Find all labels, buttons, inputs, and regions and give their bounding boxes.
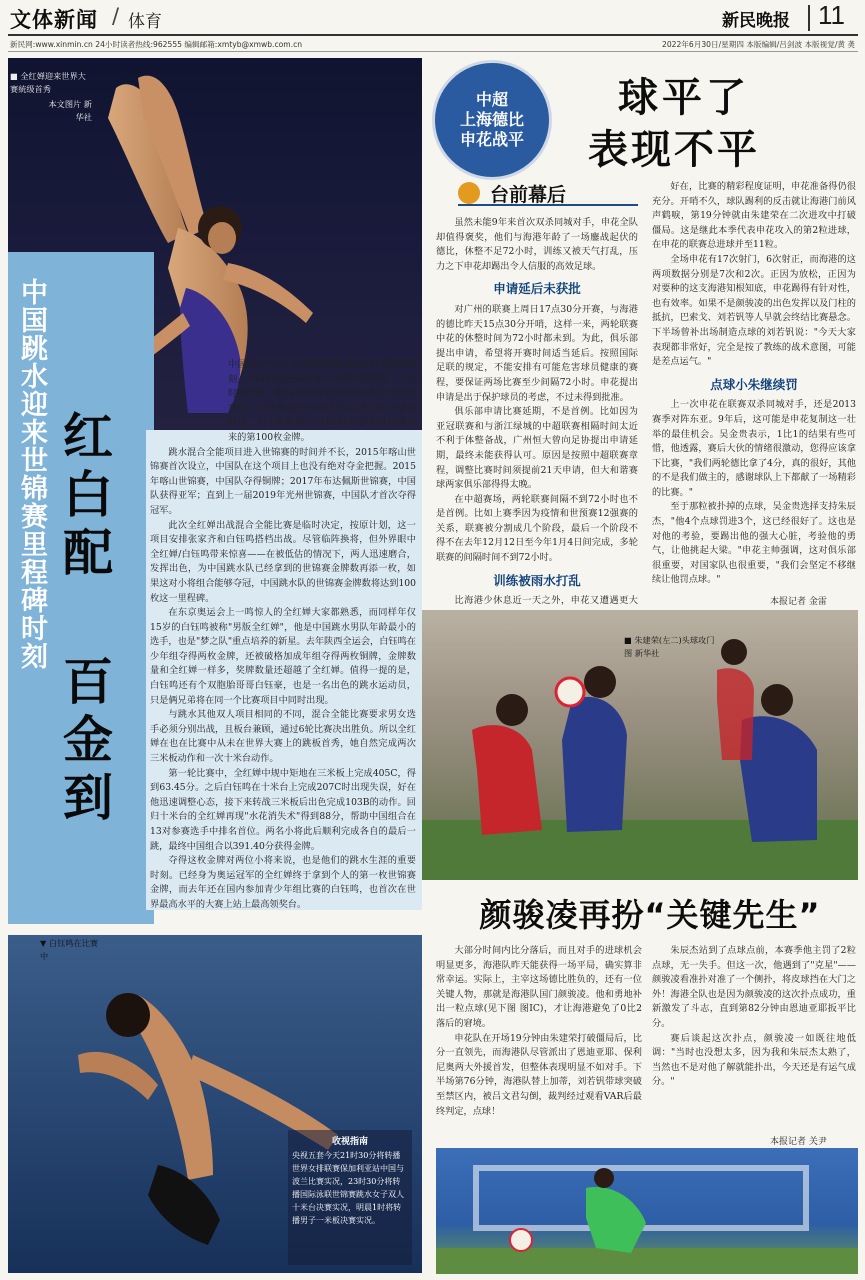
section-slash: /: [112, 4, 120, 28]
diving-paragraph: 与跳水其他双人项目相同的不同，混合全能比赛要求男女选手必须分别出战，且板台兼顾，通过6轮比赛决出胜负。所以全红婵在也在比赛中从未在世界大赛上的跳板首秀，她自然完成两次三米板动作和一次十米台动作。: [150, 709, 416, 765]
football-paragraph: 上一次申花在联赛双杀同城对手，还是2013赛季对阵东亚。9年后，这可能是申花复制这一壮举的最佳机会。吴金贵表示，1比1的结果有些可惜，他透露，赛后大伙的情绪很激动，您得应该拿下比赛，"我们两轮德比拿了4分，真的很好，其他的不是我们做主的，感谢球队上下都献了一场精彩的比赛。": [652, 399, 856, 498]
badge-line-2: 上海德比: [459, 110, 524, 129]
goalkeeper-figure: [436, 1148, 858, 1274]
football-photo-caption: ■ 朱建荣(左二)头球攻门 图 新华社: [624, 635, 715, 658]
subsection-title: 体育: [128, 12, 162, 32]
headline-red-white: 红白配: [55, 410, 114, 584]
football-paragraph: 全场申花有17次射门，6次射正，而海港的这两项数据分别是7次和2次。正因为放松，正因为对要种的这支海港知根知底，申花踢得有针对性，也有效率。如果不是颜骏凌的出色发挥以及门柱的抵抗，巴索戈、刘若钒等人早就会终结比赛悬念。下半场曾补出场制造点球的刘若钒说："今天大家表现都非常好，完全是按了教练的战术意图，可能是差点运气。": [652, 253, 856, 368]
football-byline-1: 本报记者 金雷: [770, 597, 827, 607]
section-tag-label: 台前幕后: [490, 184, 567, 206]
football-column-2: [652, 180, 856, 612]
yan-junling-headline: 颜骏凌再扮“关键先生”: [479, 896, 821, 934]
diving-paragraph: 第一轮比赛中，全红婵中规中矩地在三米板上完成405C，得到63.45分。之后白钰鸣在十米台上完成207C时出现失误，好在他迅速调整心态，接下来转战三米板后出色完成103B的动作。回归十米台的全红婵再现"水花消失术"得到88分，帮助中国组合在13对参赛选手中排名首位。两名小将此后顺利完成各自的最后一跳，最终中国组合以391.40分获得金牌。: [150, 767, 416, 852]
section-tag-icon: [458, 182, 480, 204]
masthead-rule-thin: [8, 51, 858, 52]
headline-hundred-gold: 百金到: [55, 655, 113, 829]
main-headline-2: 表现不平: [588, 127, 760, 173]
diving-paragraph: 在东京奥运会上一鸣惊人的全红婵大家都熟悉，而同样年仅15岁的白钰鸣被称"男版全红婵"，他是中国跳水男队年龄最小的选手，也是"梦之队"重点培养的新星。去年陕西全运会，白钰鸣在少年组夺得两枚金牌，还被破格加成年组夺得两枚铜牌，金牌数量和全红婵一样多，奖牌数量还超越了全红婵。值得一提的是，白钰鸣还有个双胞胎哥哥白钰豪，也是一名出色的跳水运动员，只是俩兄弟将在同一个比赛项目中同时出现。: [150, 607, 416, 706]
football-column-1: [436, 216, 638, 620]
masthead: [0, 0, 865, 52]
football-subhead: 训练被雨水打乱: [493, 572, 581, 588]
viewing-guide-title: 收视指南: [331, 1137, 368, 1147]
viewing-guide-text: 央视五套今天21时30分将转播世界女排联赛保加利亚站中国与波兰比赛实况，23时30分将转播国际泳联世锦赛跳水女子双人十米台决赛实况，明晨1时将转播男子一米板决赛实况。: [292, 1151, 404, 1225]
football-paragraph: 对广州的联赛上周日17点30分开赛，与海港的德比昨天15点30分开哨，这样一来，两轮联赛中花的休整时间为72小时都未到。为此，俱乐部提出申请，希望将开赛时间适当延后。按照国际足联的规定，不能安排有可能危害球员健康的赛程，要保证两场比赛至少间隔72小时。申花提出申请是出于保护球员的考虑，不过未得到批准。: [436, 303, 638, 403]
derby-badge: [432, 60, 552, 180]
football-paragraph: 在中超赛场，两轮联赛间隔不到72小时也不是首例。比如上赛季因为疫情和世预赛12强赛的关系，联赛被分割成几个阶段，最后一个阶段不得不在去年12月12日至今年1月4日间完成，多轮联赛的间隔时间不到72小时。: [436, 493, 638, 564]
diving-paragraph: 此次全红婵出战混合全能比赛是临时决定，按原计划，这一项目安排张家齐和白钰鸣搭档出战。尽管临阵换将，但外界眼中全红婵/白钰鸣带来惊喜——在被低估的情况下，两人迅速磨合，发挥出色，为中国跳水队已经拿到的世锦赛金牌数再添一枚，如果这对小将组合能够夺冠，中国跳水队的世锦赛金牌数将达到100枚这一里程碑。: [150, 519, 416, 604]
yan-paragraph: 申花队在开场19分钟由朱建荣打破僵局后，比分一直领先，而海港队尽管派出了恩迪亚耶、保利尼奥两大外援首发，但整体表现明显不如对手。下半场第76分钟，海港队替上加蒂，刘若钒带球突破至禁区内，被吕文君勾倒，裁判经过观看VAR后最终判定，点球！: [436, 1032, 642, 1117]
section-tag: [458, 180, 638, 206]
football-paragraph: 好在，比赛的精彩程度证明，申花准备得仍很充分。开哨不久，球队踢利的反击就让海港门前风声鹤唳，第19分钟就由朱建荣在二次进攻中打破僵局。这是继此本季代表申花攻入的第2粒进球，在申花的联赛总进球并至11粒。: [652, 181, 856, 251]
masthead-rule: [8, 34, 858, 36]
yan-paragraph: 赛后谈起这次扑点，颜骏凌一如既往地低调："当时也没想太多，因为我和朱辰杰太熟了，当然也不是对他了解就能扑出，今天还是有运气成分。": [652, 1032, 856, 1088]
diving-article-body: [150, 358, 416, 958]
diver-photo-1-credit: 本文图片 新华社: [48, 99, 92, 122]
goalkeeper-photo: [436, 1148, 858, 1274]
section-title: 文体新闻: [10, 8, 98, 32]
main-headline-1: 球平了: [618, 75, 750, 121]
diver-photo-2-caption: ▼ 白钰鸣在比赛中: [40, 938, 99, 961]
vertical-subtitle: 中国跳水迎来世锦赛里程碑时刻: [16, 278, 47, 670]
masthead-info-left: 新民网:www.xinmin.cn 24小时读者热线:962555 编辑邮箱:xmtyb@xmwb.com.cn: [10, 40, 303, 49]
football-photo-credit: 图 新华社: [624, 648, 660, 658]
diving-paragraph: 跳水混合全能项目进入世锦赛的时间并不长，2015年喀山世锦赛首次设立，中国队在这个项目上也没有绝对夺金把握。2015年喀山世锦赛，中国队夺得铜牌；2017年布达佩斯世锦赛，中国队获得亚军；直到上一届2019年光州世锦赛，中国队才首次夺得冠军。: [150, 446, 416, 516]
football-subhead: 点球小朱继续罚: [710, 376, 798, 392]
yan-paragraph: 朱辰杰站到了点球点前，本赛季他主罚了2粒点球，无一失手。但这一次，他遇到了"克星"——颜骏凌看准扑对准了一个侧扑，将皮球挡在大门之外！海港全队也是因为颜骏凌的这次扑点成功，重新激发了斗志，直到第82分钟由恩迪亚耶扳平比分。: [652, 945, 856, 1029]
badge-line-3: 申花战平: [459, 130, 524, 149]
football-paragraph: 至于那粒被扑掉的点球，吴金贵选择支持朱辰杰，"他4个点球罚进3个，这已经很好了。这也是对他的考验，要踢出他的强大心脏，考验他的勇气，让他挑起大梁。"申花主帅强调，这对俱乐部很重要，对国家队也很重要，"我们会坚定不移继续让他罚点球。": [652, 501, 856, 586]
football-paragraph: 虽然未能9年来首次双杀同城对手，申花全队却值得褒奖，他们与海港年龄了一场鏖战起伏的德比，休整不足72小时，训练又被天气打乱，压力之下申花却踢出令人信服的高效足球。: [436, 217, 638, 272]
masthead-divider: [808, 5, 810, 31]
diver-photo-1-caption: ■ 全红婵迎来世界大赛統级首秀: [10, 71, 86, 94]
yan-byline: 本报记者 关尹: [770, 1137, 827, 1147]
football-paragraph: 俱乐部申请比赛延期，不是首例。比如因为亚冠联赛和与浙江绿城的中超联赛相隔时间太近不利于体整备战，广州恒大曾向足协提出申请延期，最终未能获得认可。原因是按照中超联赛章程，调整比赛时间须提前21天申请，但大和谐赛球两家俱乐部得得太晚。: [436, 406, 638, 491]
yan-paragraph: 大部分时间内比分落后，而且对手的进球机会明显更多，海港队昨天能获得一场平局，确实算非常幸运。实际上，主宰这场德比胜负的，还有一位关键人物，那就是海港队国门颜骏凌。他和勇地补出一粒点球(见下图 图IC)，才让海港避免了0比2落后的窘境。: [436, 945, 642, 1029]
masthead-info-right: 2022年6月30日/星期四 本版编辑/吕剑波 本版视觉/黄 䶮: [661, 40, 855, 49]
football-subhead: 申请延后未获批: [493, 281, 581, 297]
page-number: 11: [818, 0, 845, 30]
viewing-guide: [288, 1130, 412, 1265]
paper-logo: 新民晚报: [722, 11, 790, 31]
diving-paragraph-lead: 中国跳水"梦之队"世锦赛第100金的里程碑时刻，由两名加起来刚刚30岁的小将获得。北京时间昨晚，第19届游泳世锦赛跳水混合全能比赛中，全红婵和白钰鸣联手以391.40分摘取桂冠，为中国队拿下自1982年参加世锦赛以来的第100枚金牌。: [228, 359, 416, 443]
yan-column-2: [652, 944, 856, 1134]
diving-paragraph: 夺得这枚金牌对两位小将来说，也是他们的跳水生涯的重要时刻。已经身为奥运冠军的全红婵终于拿到个人的第一枚世锦赛金牌，而去年还在国内参加青少年组比赛的白钰鸣，也首次在世界最高水平的大赛上站上最高领奖台。: [150, 855, 416, 910]
football-paragraph: 比海港少休息近一天之外，申花又遭遇更大: [454, 595, 638, 607]
yan-column-1: [436, 944, 642, 1144]
badge-line-1: 中超: [475, 90, 508, 109]
